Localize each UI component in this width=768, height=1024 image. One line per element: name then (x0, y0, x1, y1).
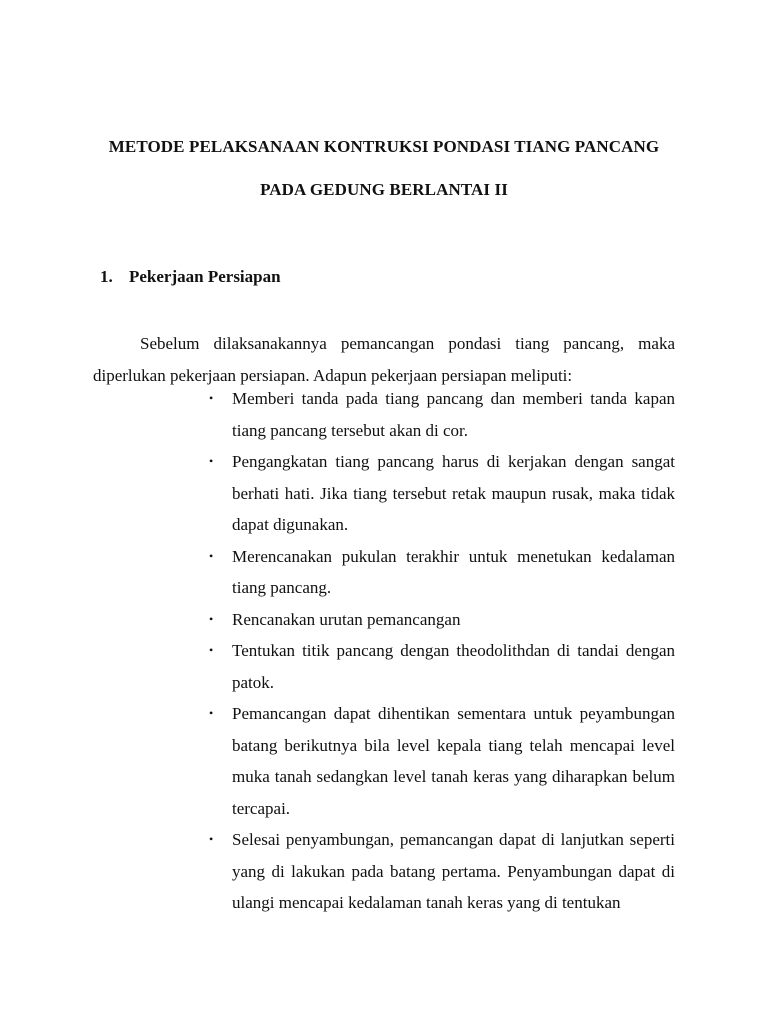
bullet-icon: • (209, 643, 214, 657)
list-item (209, 446, 675, 541)
bullet-icon: • (209, 706, 214, 720)
list-item (209, 635, 675, 698)
document-title-line-1: METODE PELAKSANAAN KONTRUKSI PONDASI TIANG PANCANG (108, 137, 660, 156)
list-item (209, 383, 675, 446)
list-item (209, 698, 675, 824)
list-item (209, 541, 675, 604)
list-item-text: Memberi tanda pada tiang pancang dan memberi tanda kapan tiang pancang tersebut akan di cor. (232, 389, 675, 440)
list-item-text: Tentukan titik pancang dengan theodolithdan di tandai dengan patok. (232, 641, 675, 692)
bullet-icon: • (209, 611, 214, 626)
list-item-text: Merencanakan pukulan terakhir untuk menetukan kedalaman tiang pancang. (232, 546, 675, 597)
list-item-text: Rencanakan urutan pemancangan (232, 609, 461, 629)
bullet-icon: • (209, 454, 214, 468)
bullet-list (209, 383, 675, 919)
list-item (209, 824, 675, 919)
bullet-icon: • (209, 391, 214, 405)
section-number: 1. (100, 267, 113, 286)
list-item-text: Pengangkatan tiang pancang harus di kerjakan dengan sangat berhati hati. Jika tiang tersebut retak maupun rusak, maka tidak dapat digunakan. (232, 452, 675, 534)
section-title: Pekerjaan Persiapan (129, 267, 281, 286)
list-item-text: Pemancangan dapat dihentikan sementara untuk peyambungan batang berikutnya bila level kepala tiang telah mencapai level muka tanah sedangkan level tanah keras yang diharapkan belum tercapai. (232, 704, 675, 818)
section-heading (100, 267, 281, 287)
bullet-icon: • (209, 548, 214, 563)
bullet-icon: • (209, 832, 214, 846)
document-title-line-2: PADA GEDUNG BERLANTAI II (260, 180, 508, 199)
list-item-text: Selesai penyambungan, pemancangan dapat di lanjutkan seperti yang di lakukan pada batang pertama. Penyambungan dapat di ulangi mencapai kedalaman tanah keras yang di tentukan (232, 830, 675, 912)
list-item (209, 604, 675, 636)
intro-paragraph: Sebelum dilaksanakannya pemancangan pondasi tiang pancang, maka diperlukan pekerjaan persiapan. Adapun pekerjaan persiapan meliputi: (93, 334, 675, 385)
